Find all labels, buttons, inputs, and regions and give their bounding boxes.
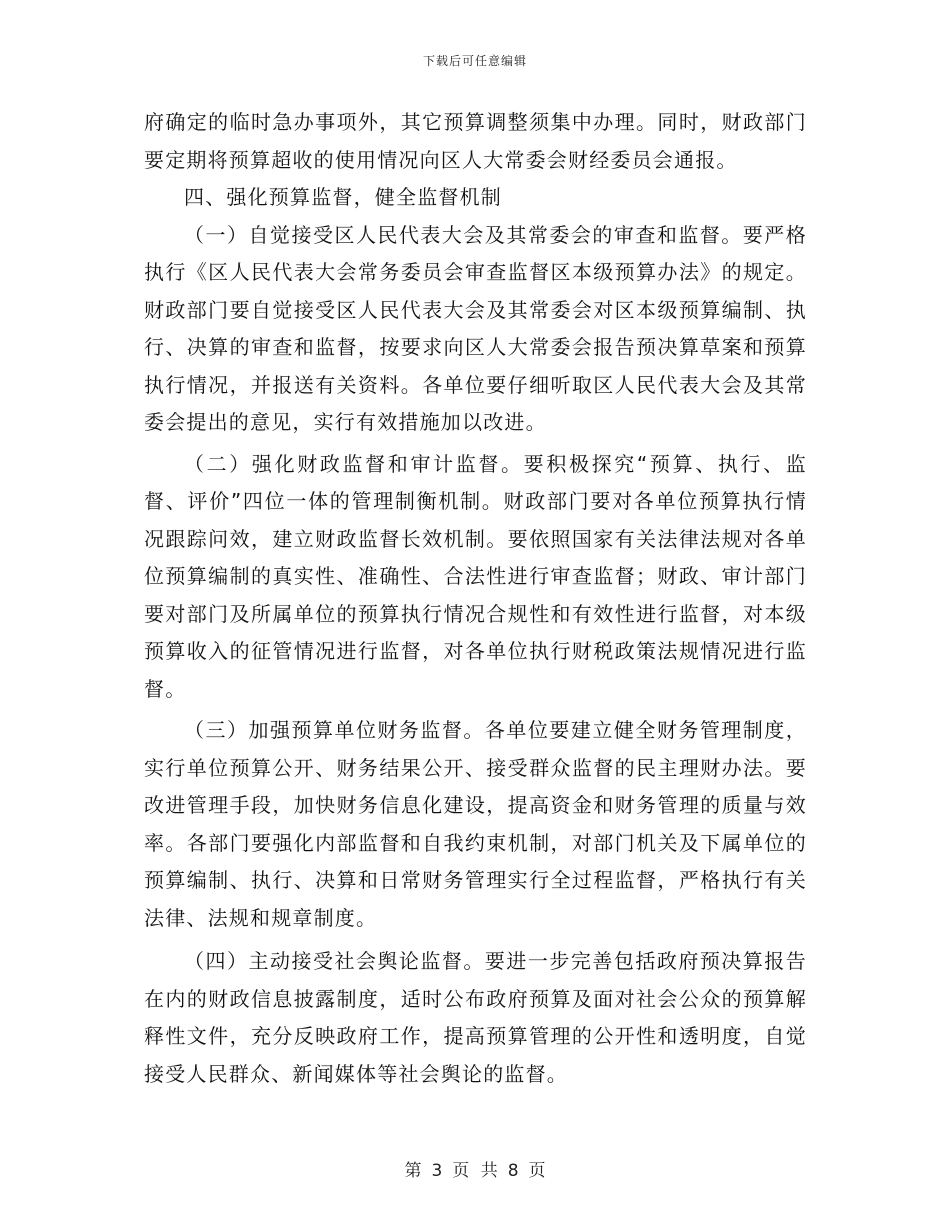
paragraph-item-3: （三）加强预算单位财务监督。各单位要建立健全财务管理制度，实行单位预算公开、财务结果公开、接受群众监督的民主理财办法。要改进管理手段，加快财务信息化建设，提高资金和财务管理的质量与效率。各部门要强化内部监督和自我约束机制，对部门机关及下属单位的预算编制、执行、决算和日常财务管理实行全过程监督，严格执行有关法律、法规和规章制度。 [144, 718, 807, 930]
page-label-suffix: 页 [528, 1161, 546, 1181]
page-label-mid: 页 共 [452, 1161, 498, 1181]
page-label-prefix: 第 [404, 1161, 422, 1181]
page-footer [0, 1156, 950, 1181]
paragraph-item-4: （四）主动接受社会舆论监督。要进一步完善包括政府预决算报告在内的财政信息披露制度，适时公布政府预算及面对社会公众的预算解释性文件，充分反映政府工作，提高预算管理的公开性和透明度，自觉接受人民群众、新闻媒体等社会舆论的监督。 [144, 949, 807, 1086]
section-heading: 四、强化预算监督，健全监督机制 [184, 185, 502, 209]
paragraph-item-1: （一）自觉接受区人民代表大会及其常委会的审查和监督。要严格执行《区人民代表大会常务委员会审查监督区本级预算办法》的规定。财政部门要自觉接受区人民代表大会及其常委会对区本级预算编制、执行、决算的审查和监督，按要求向区人大常委会报告预决算草案和预算执行情况，并报送有关资料。各单位要仔细听取区人民代表大会及其常委会提出的意见，实行有效措施加以改进。 [144, 222, 807, 434]
paragraph-item-2: （二）强化财政监督和审计监督。要积极探究“预算、执行、监督、评价”四位一体的管理制衡机制。财政部门要对各单位预算执行情况跟踪问效，建立财政监督长效机制。要依照国家有关法律法规对各单位预算编制的真实性、准确性、合法性进行审查监督；财政、审计部门要对部门及所属单位的预算执行情况合规性和有效性进行监督，对本级预算收入的征管情况进行监督，对各单位执行财税政策法规情况进行监督。 [144, 451, 807, 701]
page-total: 8 [507, 1161, 519, 1181]
paragraph-continuation: 府确定的临时急办事项外，其它预算调整须集中办理。同时，财政部门要定期将预算超收的使用情况向区人大常委会财经委员会通报。 [144, 110, 807, 172]
document-body [144, 104, 807, 1093]
page-header-note: 下载后可任意编辑 [422, 54, 527, 68]
page-number: 3 [431, 1161, 443, 1181]
